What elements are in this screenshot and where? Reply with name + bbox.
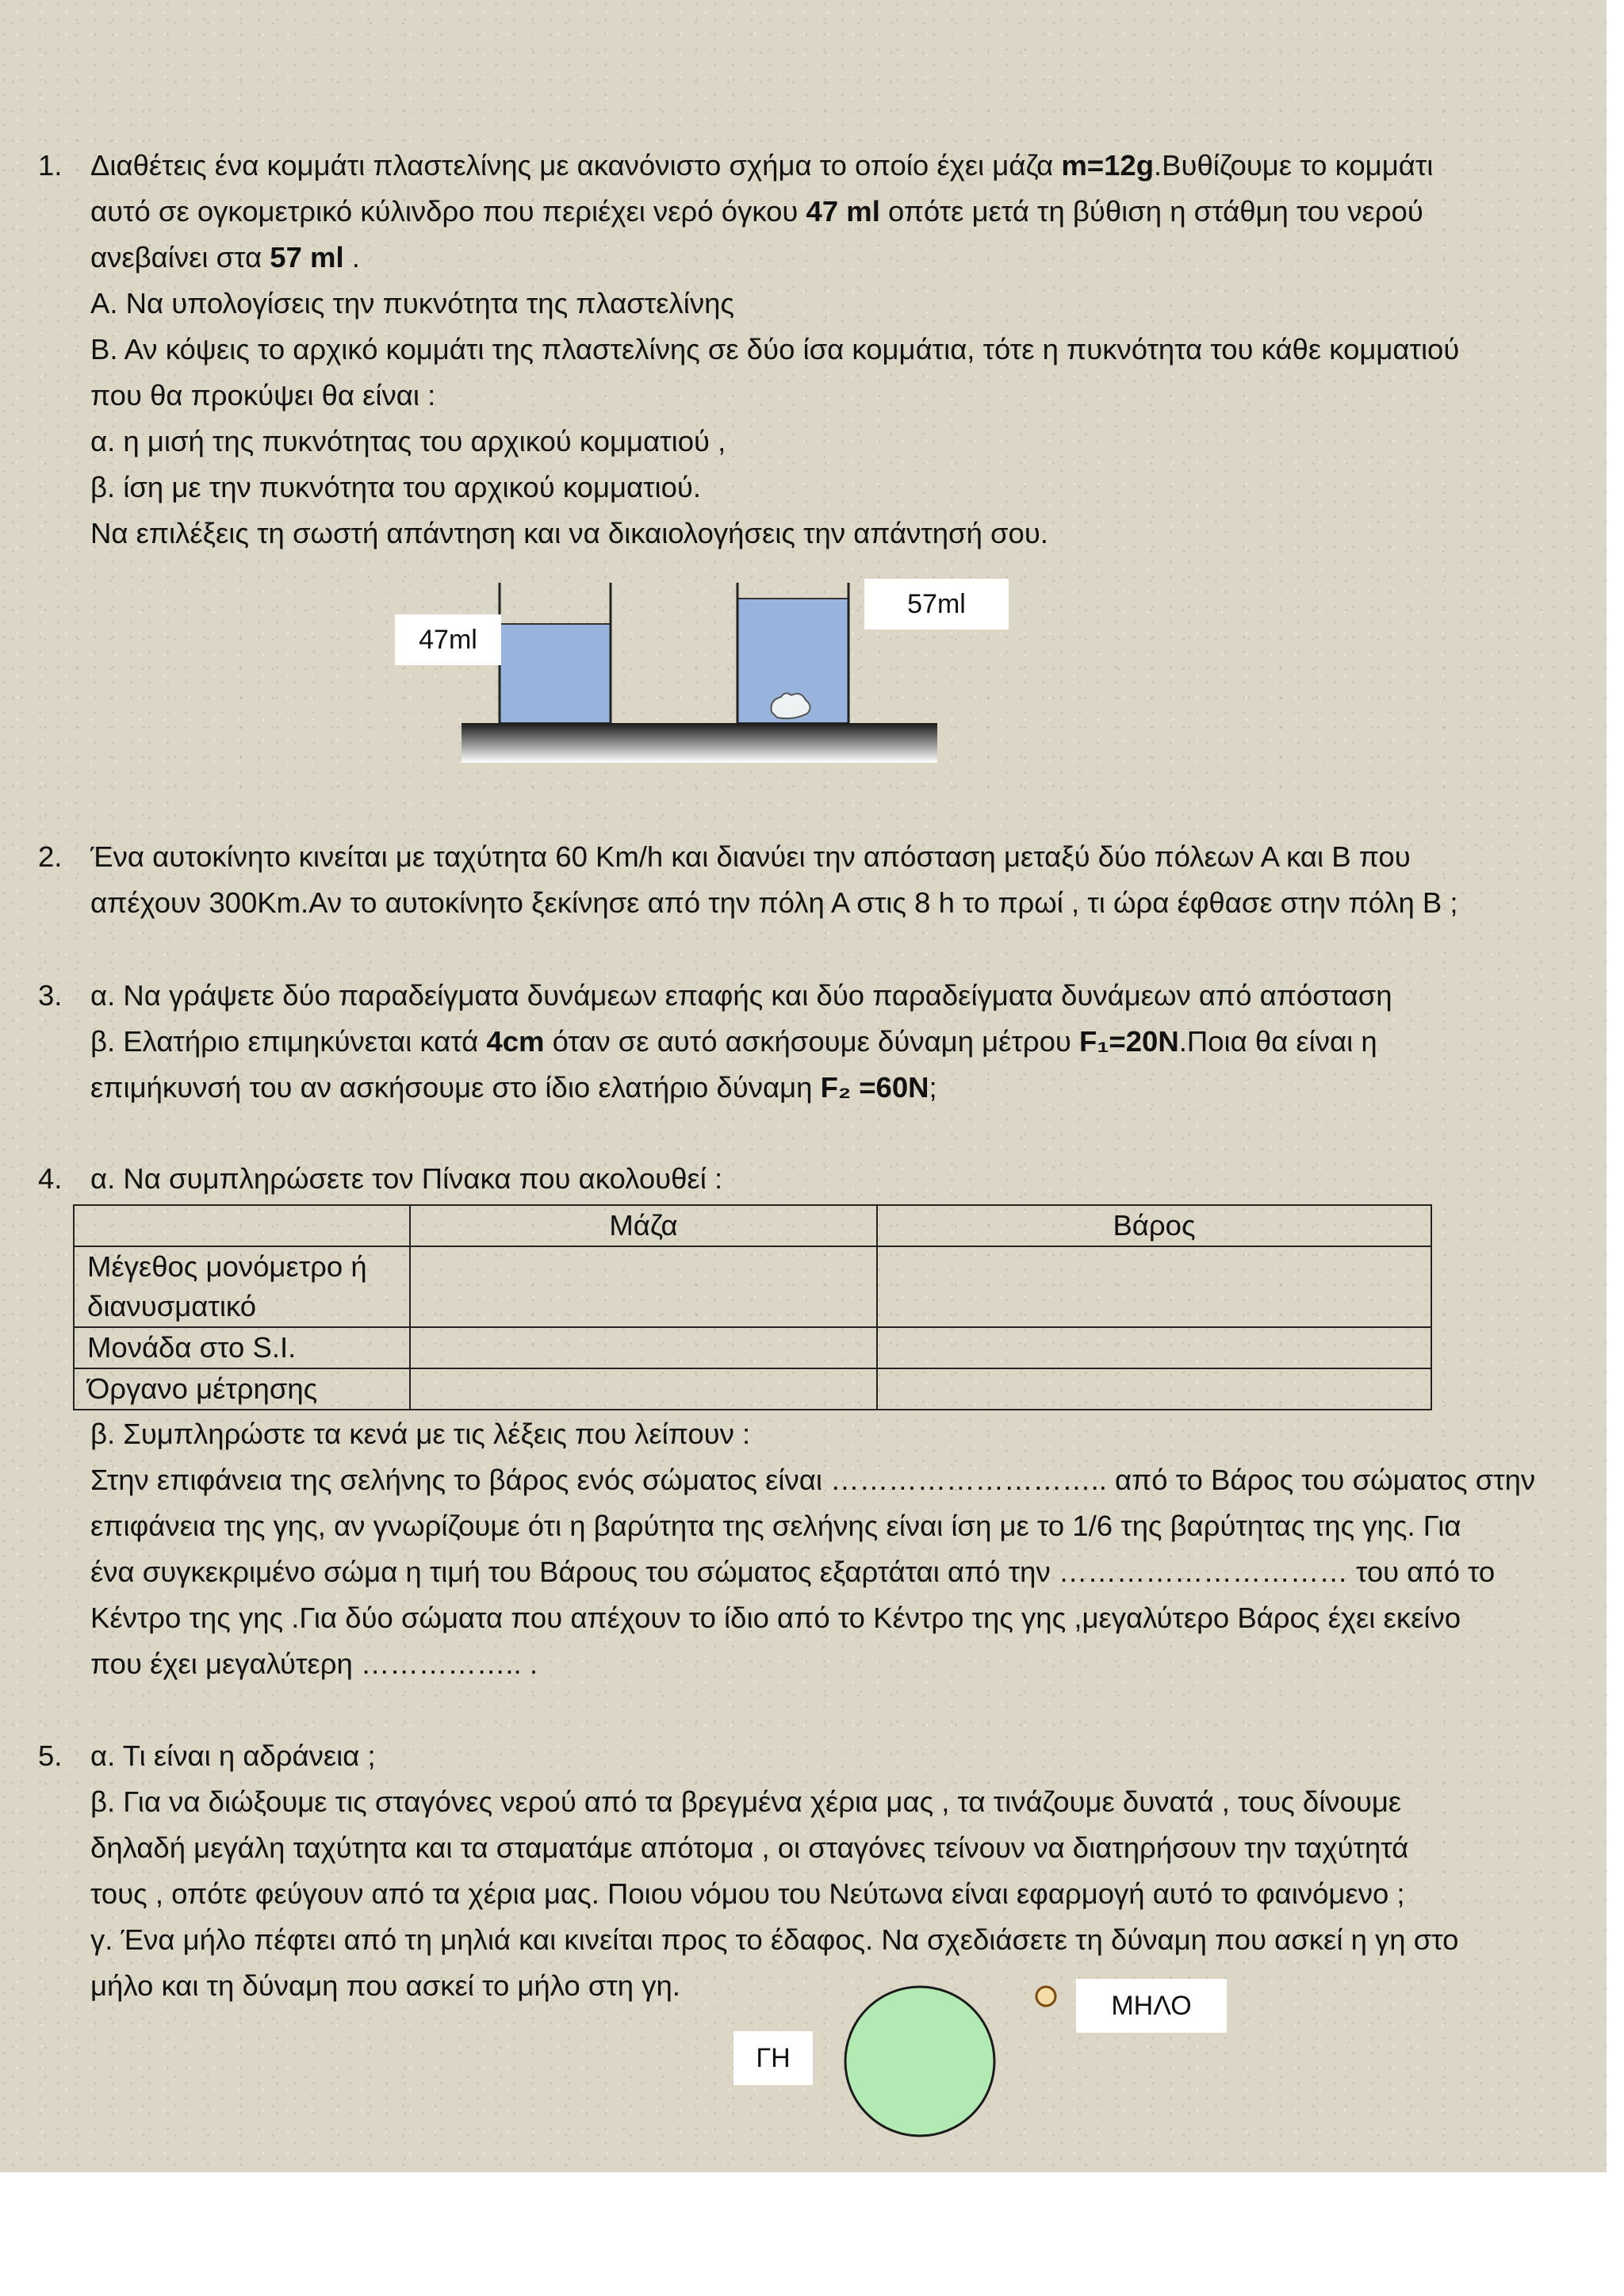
question-2 bbox=[38, 834, 1568, 926]
question-text-line: Να επιλέξεις τη σωστή απάντηση και να δικαιολογήσεις την απάντησή σου. bbox=[90, 517, 1048, 549]
question-text-line bbox=[90, 1019, 1568, 1065]
question-text-line: γ. Ένα μήλο πέφτει από τη μηλιά και κινείται προς το έδαφος. Να σχεδιάσετε τη δύναμη που ασκεί η γη στο bbox=[90, 1923, 1459, 1956]
force-2-value: F₂ =60N bbox=[820, 1071, 929, 1104]
question-text-line bbox=[90, 143, 1568, 189]
question-text-line: α. Να συμπληρώσετε τον Πίνακα που ακολουθεί : bbox=[90, 1162, 723, 1195]
question-text-line: β. ίση με την πυκνότητα του αρχικού κομματιού. bbox=[90, 471, 702, 503]
question-text-line bbox=[90, 1065, 1568, 1111]
question-5 bbox=[38, 1733, 1568, 2009]
extension-value: 4cm bbox=[486, 1025, 545, 1058]
table-header-cell: Βάρος bbox=[877, 1205, 1431, 1246]
table-header-cell: Μάζα bbox=[410, 1205, 877, 1246]
question-text-line: μήλο και τη δύναμη που ασκεί το μήλο στη γη. bbox=[90, 1969, 680, 2002]
mass-value: m=12g bbox=[1061, 149, 1155, 182]
table-header-cell bbox=[74, 1205, 410, 1246]
question-text-line: επιφάνεια της γης, αν γνωρίζουμε ότι η βαρύτητα της σελήνης είναι ίση με το 1/6 της βαρύτητας της γης. Για bbox=[90, 1510, 1461, 1542]
question-text-line: Στην επιφάνεια της σελήνης το βάρος ενός σώματος είναι ……………………….. από το Βάρος του σώματος στην bbox=[90, 1464, 1536, 1496]
table-row-label: Όργανο μέτρησης bbox=[74, 1368, 410, 1410]
text-segment: ; bbox=[929, 1071, 937, 1104]
question-text-line: που έχει μεγαλύτερη …………….. . bbox=[90, 1647, 538, 1680]
text-segment: .Βυθίζουμε το κομμάτι bbox=[1154, 149, 1434, 182]
table-cell-empty[interactable] bbox=[877, 1327, 1431, 1368]
earth-circle bbox=[845, 1987, 994, 2136]
label-57ml: 57ml bbox=[864, 579, 1009, 629]
text-segment: όταν σε αυτό ασκήσουμε δύναμη μέτρου bbox=[544, 1025, 1080, 1058]
table-row bbox=[74, 1246, 1431, 1327]
table-cell-empty[interactable] bbox=[410, 1368, 877, 1410]
question-text-line bbox=[90, 235, 1568, 281]
table-cell-empty[interactable] bbox=[877, 1368, 1431, 1410]
question-text-line: Α. Να υπολογίσεις την πυκνότητα της πλαστελίνης bbox=[90, 287, 735, 320]
question-text-line: α. Τι είναι η αδράνεια ; bbox=[90, 1739, 376, 1772]
table-row-label: Μονάδα στο S.I. bbox=[74, 1327, 410, 1368]
question-text-line bbox=[90, 189, 1568, 235]
text-segment: αυτό σε ογκομετρικό κύλινδρο που περιέχει νερό όγκου bbox=[90, 195, 806, 228]
table-row-label: Μέγεθος μονόμετρο ή διανυσματικό bbox=[74, 1246, 410, 1327]
text-segment: οπότε μετά τη βύθιση η στάθμη του νερού bbox=[879, 195, 1423, 228]
question-number: 4. bbox=[38, 1162, 63, 1195]
question-number: 3. bbox=[38, 979, 63, 1012]
text-segment: ανεβαίνει στα bbox=[90, 241, 270, 274]
apple-label: ΜΗΛΟ bbox=[1076, 1979, 1227, 2033]
text-segment: . bbox=[343, 241, 360, 274]
text-segment: β. Ελατήριο επιμηκύνεται κατά bbox=[90, 1025, 487, 1058]
table-header-row bbox=[74, 1205, 1431, 1246]
water-left bbox=[500, 624, 611, 723]
question-4-part-b bbox=[38, 1411, 1568, 1687]
question-text-line: απέχουν 300Km.Αν το αυτοκίνητο ξεκίνησε από την πόλη Α στις 8 h το πρωί , τι ώρα έφθασε στην πόλη Β ; bbox=[90, 886, 1458, 919]
label-47ml: 47ml bbox=[395, 614, 501, 665]
question-1 bbox=[38, 143, 1568, 557]
question-text-line: α. Να γράψετε δύο παραδείγματα δυνάμεων επαφής και δύο παραδείγματα δυνάμεων από απόσταση bbox=[90, 979, 1392, 1012]
earth-apple-figure bbox=[841, 1982, 1063, 2141]
question-number: 2. bbox=[38, 840, 63, 873]
question-text-line: β. Συμπληρώστε τα κενά με τις λέξεις που λείπουν : bbox=[90, 1418, 751, 1450]
table-cell-empty[interactable] bbox=[410, 1246, 877, 1327]
table-cell-empty[interactable] bbox=[410, 1327, 877, 1368]
force-1-value: F₁=20N bbox=[1079, 1025, 1179, 1058]
text-segment: .Ποια θα είναι η bbox=[1178, 1025, 1377, 1058]
table-base bbox=[462, 723, 937, 763]
question-text-line: Ένα αυτοκίνητο κινείται με ταχύτητα 60 Km/h και διανύει την απόσταση μεταξύ δύο πόλεων Α και Β που bbox=[90, 840, 1411, 873]
question-3 bbox=[38, 973, 1568, 1111]
text-segment: Διαθέτεις ένα κομμάτι πλαστελίνης με ακανόνιστο σχήμα το οποίο έχει μάζα bbox=[90, 149, 1062, 182]
mass-weight-table bbox=[73, 1204, 1432, 1410]
question-text-line: δηλαδή μεγάλη ταχύτητα και τα σταματάμε απότομα , οι σταγόνες τείνουν να διατηρήσουν την ταχύτητά bbox=[90, 1831, 1409, 1864]
final-volume-value: 57 ml bbox=[270, 241, 344, 274]
earth-label: ΓΗ bbox=[733, 2031, 813, 2085]
question-number: 5. bbox=[38, 1739, 63, 1772]
text-segment: επιμήκυνσή του αν ασκήσουμε στο ίδιο ελατήριο δύναμη bbox=[90, 1071, 821, 1104]
table-row bbox=[74, 1327, 1431, 1368]
initial-volume-value: 47 ml bbox=[806, 195, 880, 228]
question-text-line: β. Για να διώξουμε τις σταγόνες νερού από τα βρεγμένα χέρια μας , τα τινάζουμε δυνατά , τους δίνουμε bbox=[90, 1785, 1402, 1818]
apple-circle bbox=[1036, 1987, 1055, 2006]
question-text-line: που θα προκύψει θα είναι : bbox=[90, 379, 436, 411]
question-text-line: Κέντρο της γης .Για δύο σώματα που απέχουν το ίδιο από το Κέντρο της γης ,μεγαλύτερο Βάρος έχει εκείνο bbox=[90, 1601, 1461, 1634]
table-row bbox=[74, 1368, 1431, 1410]
question-text-line: τους , οπότε φεύγουν από τα χέρια μας. Ποιου νόμου του Νεύτωνα είναι εφαρμογή αυτό το φαινόμενο ; bbox=[90, 1877, 1405, 1910]
table-cell-empty[interactable] bbox=[877, 1246, 1431, 1327]
question-number: 1. bbox=[38, 149, 63, 182]
question-text-line: ένα συγκεκριμένο σώμα η τιμή του Βάρους του σώματος εξαρτάται από την ………………………… του από το bbox=[90, 1556, 1496, 1588]
question-4 bbox=[38, 1156, 1568, 1202]
question-text-line: Β. Αν κόψεις το αρχικό κομμάτι της πλαστελίνης σε δύο ίσα κομμάτια, τότε η πυκνότητα του κάθε κομματιού bbox=[90, 333, 1460, 365]
question-text-line: α. η μισή της πυκνότητας του αρχικού κομματιού , bbox=[90, 425, 726, 457]
